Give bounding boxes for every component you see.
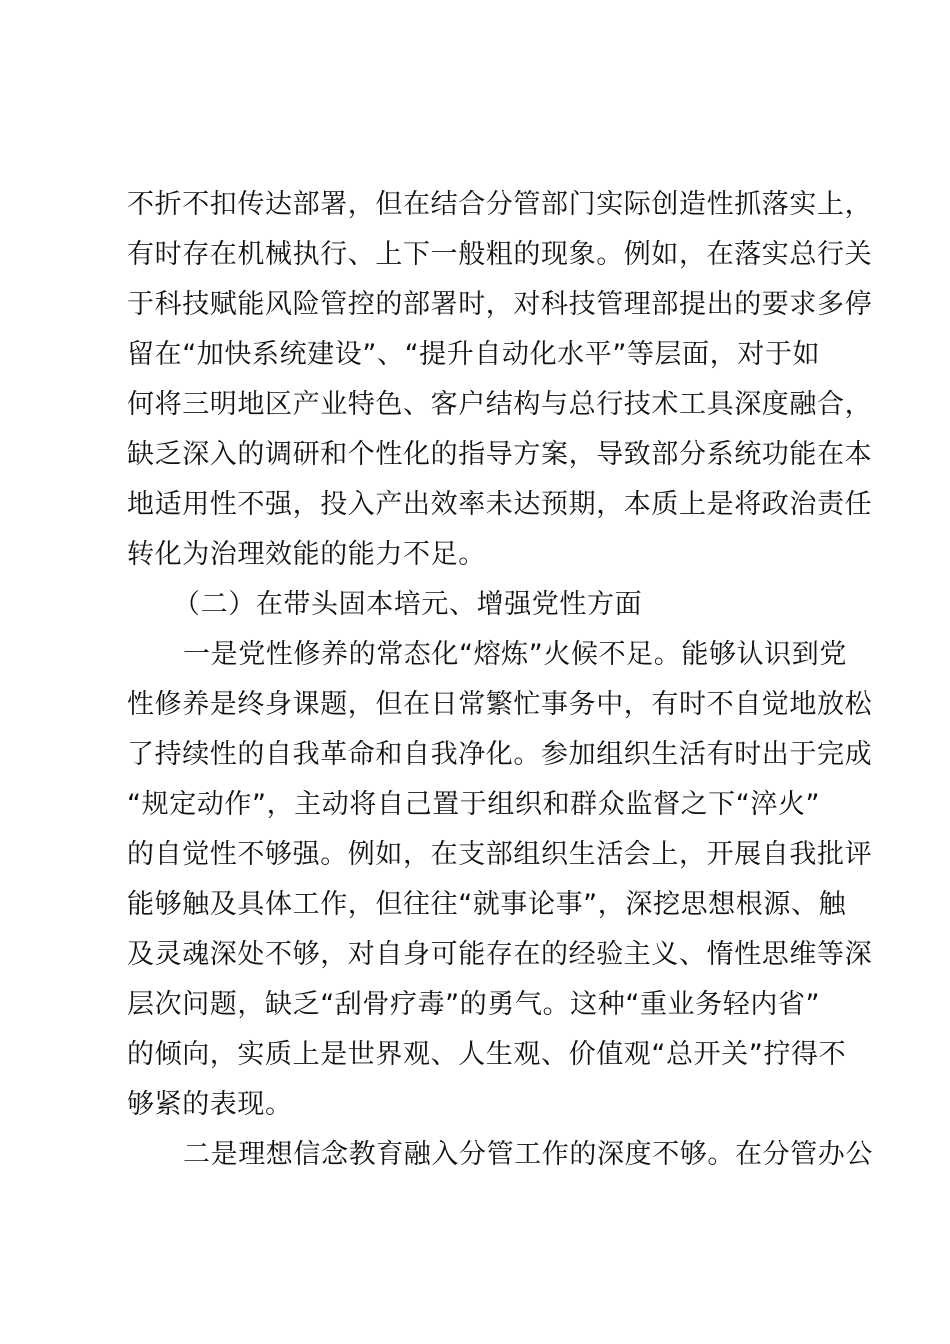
paragraph-start-line: 二是理想信念教育融入分管工作的深度不够。在分管办公 xyxy=(183,1139,873,1170)
text-line: 能够触及具体工作，但往往“就事论事”，深挖思想根源、触 xyxy=(127,889,847,920)
text-line: 留在“加快系统建设”、“提升自动化水平”等层面，对于如 xyxy=(127,339,821,370)
text-line: 性修养是终身课题，但在日常繁忙事务中，有时不自觉地放松 xyxy=(127,689,873,720)
text-line: 转化为治理效能的能力不足。 xyxy=(127,539,486,570)
section-heading: （二）在带头固本培元、增强党性方面 xyxy=(173,589,643,620)
text-line: 缺乏深入的调研和个性化的指导方案，导致部分系统功能在本 xyxy=(127,439,873,470)
text-line: 够紧的表现。 xyxy=(127,1089,293,1120)
text-line: 不折不扣传达部署，但在结合分管部门实际创造性抓落实上， xyxy=(127,189,873,220)
text-line: “规定动作”，主动将自己置于组织和群众监督之下“淬火” xyxy=(127,789,821,820)
text-line: 及灵魂深处不够，对自身可能存在的经验主义、惰性思维等深 xyxy=(127,939,873,970)
text-line: 何将三明地区产业特色、客户结构与总行技术工具深度融合， xyxy=(127,389,873,420)
text-line: 的倾向，实质上是世界观、人生观、价值观“总开关”拧得不 xyxy=(127,1039,847,1070)
text-line: 层次问题，缺乏“刮骨疗毒”的勇气。这种“重业务轻内省” xyxy=(127,989,821,1020)
text-line: 于科技赋能风险管控的部署时，对科技管理部提出的要求多停 xyxy=(127,289,873,320)
document-page xyxy=(127,180,873,1180)
text-line: 有时存在机械执行、上下一般粗的现象。例如，在落实总行关 xyxy=(127,239,873,270)
text-line: 地适用性不强，投入产出效率未达预期，本质上是将政治责任 xyxy=(127,489,873,520)
paragraph-start-line: 一是党性修养的常态化“熔炼”火候不足。能够认识到党 xyxy=(183,639,847,670)
text-line: 的自觉性不够强。例如，在支部组织生活会上，开展自我批评 xyxy=(127,839,873,870)
text-line: 了持续性的自我革命和自我净化。参加组织生活有时出于完成 xyxy=(127,739,873,770)
